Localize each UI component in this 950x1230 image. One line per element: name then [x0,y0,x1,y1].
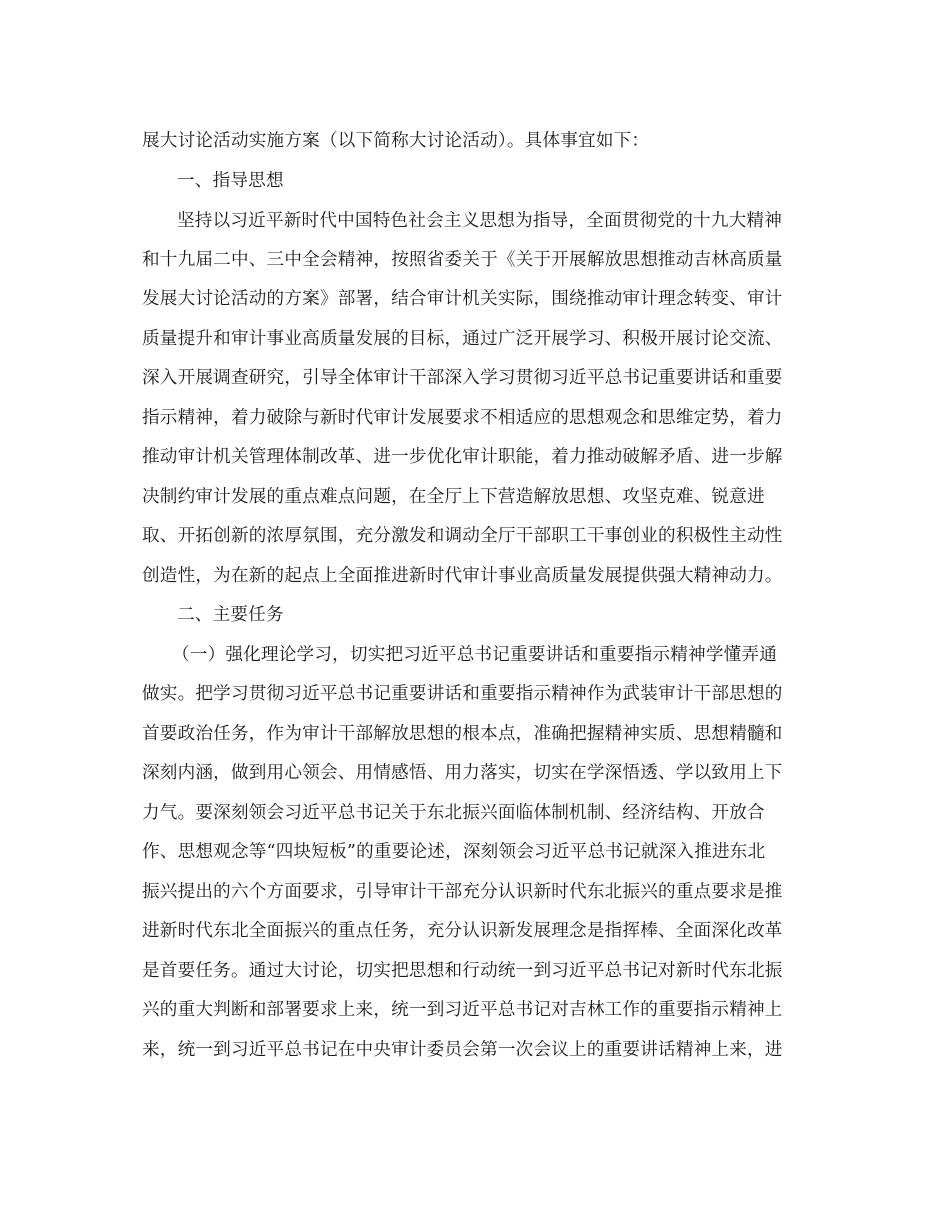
section-heading: 一、指导思想 [177,171,284,191]
text-line: 决制约审计发展的重点难点问题，在全厅上下营造解放思想、攻坚克难、锐意进 [142,487,765,507]
text-line: 力气。要深刻领会习近平总书记关于东北振兴面临体制机制、经济结构、开放合 [142,803,765,823]
text-line: 兴的重大判断和部署要求上来，统一到习近平总书记对吉林工作的重要指示精神上 [142,1000,783,1020]
text-line: （一）强化理论学习，切实把习近平总书记重要讲话和重要指示精神学懂弄通 [172,645,777,665]
text-line: 振兴提出的六个方面要求，引导审计干部充分认识新时代东北振兴的重点要求是推 [142,882,783,902]
text-line: 取、开拓创新的浓厚氛围，充分激发和调动全厅干部职工干事创业的积极性主动性 [142,526,783,546]
text-line: 指示精神，着力破除与新时代审计发展要求不相适应的思想观念和思维定势，着力 [142,408,783,428]
text-line: 是首要任务。通过大讨论，切实把思想和行动统一到习近平总书记对新时代东北振 [142,961,783,981]
text-line: 做实。把学习贯彻习近平总书记重要讲话和重要指示精神作为武装审计干部思想的 [142,684,783,704]
text-line: 首要政治任务，作为审计干部解放思想的根本点，准确把握精神实质、思想精髓和 [142,724,783,744]
text-line: 进新时代东北全面振兴的重点任务，充分认识新发展理念是指挥棒、全面深化改革 [142,921,783,941]
section-heading: 二、主要任务 [177,605,284,625]
text-line: 推动审计机关管理体制改革、进一步优化审计职能，着力推动破解矛盾、进一步解 [142,447,783,467]
text-line: 坚持以习近平新时代中国特色社会主义思想为指导，全面贯彻党的十九大精神 [177,211,782,231]
text-line: 深入开展调查研究，引导全体审计干部深入学习贯彻习近平总书记重要讲话和重要 [142,368,783,388]
text-line: 来，统一到习近平总书记在中央审计委员会第一次会议上的重要讲话精神上来，进 [142,1040,783,1060]
text-line: 展大讨论活动实施方案（以下简称大讨论活动）。具体事宜如下： [142,131,650,151]
text-line: 发展大讨论活动的方案》部署，结合审计机关实际，围绕推动审计理念转变、审计 [142,289,783,309]
text-line: 创造性，为在新的起点上全面推进新时代审计事业高质量发展提供强大精神动力。 [142,566,783,586]
text-line: 作、思想观念等“四块短板”的重要论述，深刻领会习近平总书记就深入推进东北 [142,842,766,862]
text-line: 和十九届二中、三中全会精神，按照省委关于《关于开展解放思想推动吉林高质量 [142,250,783,270]
text-line: 深刻内涵，做到用心领会、用情感悟、用力落实，切实在学深悟透、学以致用上下 [142,763,783,783]
text-line: 质量提升和审计事业高质量发展的目标，通过广泛开展学习、积极开展讨论交流、 [142,329,783,349]
